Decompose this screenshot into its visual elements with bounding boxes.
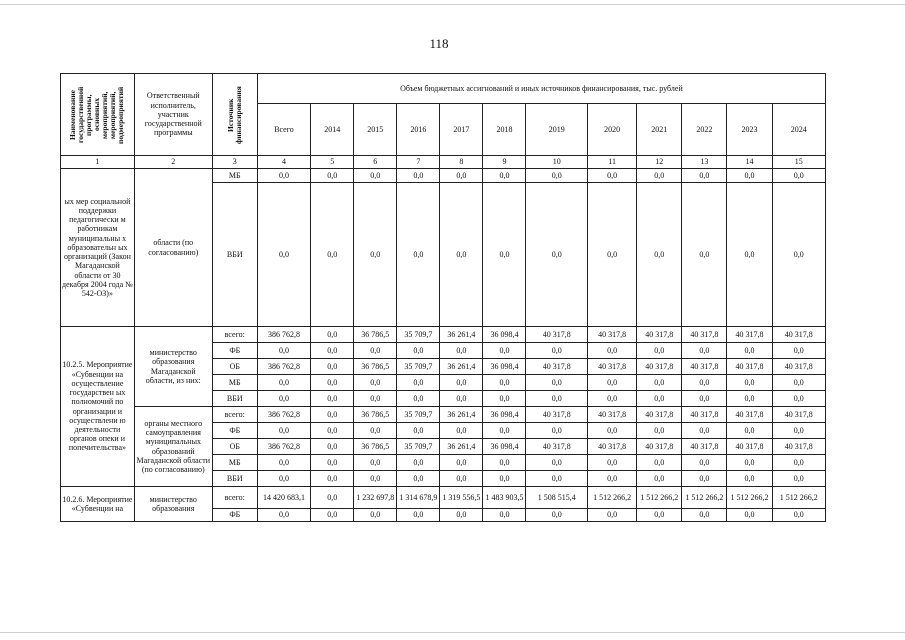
- header-executor: Ответственный исполнитель, участник государственной программы: [134, 74, 212, 156]
- value-cell: 40 317,8: [587, 439, 636, 455]
- value-cell: 0,0: [354, 391, 397, 407]
- program-name-cell: ых мер социальной поддержки педагогически м работникам муниципальны х образовательн ых организаций (Закон Магаданской области от 30 декабря 2004 года № 542-ОЗ)»: [61, 169, 135, 327]
- header-volume: Объем бюджетных ассигнований и иных источников финансирования, тыс. рублей: [257, 74, 825, 104]
- value-cell: 0,0: [772, 183, 825, 327]
- value-cell: 0,0: [257, 471, 310, 487]
- value-cell: 0,0: [727, 471, 772, 487]
- value-cell: 1 508 515,4: [526, 487, 588, 509]
- value-cell: 0,0: [440, 391, 483, 407]
- value-cell: 0,0: [483, 471, 526, 487]
- value-cell: 0,0: [257, 423, 310, 439]
- year-header: 2017: [440, 104, 483, 156]
- value-cell: 40 317,8: [637, 327, 682, 343]
- value-cell: 0,0: [483, 509, 526, 522]
- value-cell: 0,0: [637, 391, 682, 407]
- value-cell: 36 098,4: [483, 407, 526, 423]
- value-cell: 36 786,5: [354, 407, 397, 423]
- value-cell: 0,0: [772, 375, 825, 391]
- value-cell: 40 317,8: [772, 359, 825, 375]
- year-header: 2015: [354, 104, 397, 156]
- value-cell: 0,0: [311, 407, 354, 423]
- value-cell: 1 512 266,2: [727, 487, 772, 509]
- value-cell: 0,0: [682, 183, 727, 327]
- column-number: 1: [61, 156, 135, 169]
- executor-cell: министерство образования Магаданской области, из них:: [134, 327, 212, 407]
- value-cell: 0,0: [587, 343, 636, 359]
- year-header: 2020: [587, 104, 636, 156]
- value-cell: 0,0: [526, 343, 588, 359]
- value-cell: 386 762,8: [257, 327, 310, 343]
- value-cell: 0,0: [637, 183, 682, 327]
- source-cell: ФБ: [212, 423, 257, 439]
- value-cell: 0,0: [587, 423, 636, 439]
- value-cell: 0,0: [637, 471, 682, 487]
- value-cell: 0,0: [526, 509, 588, 522]
- source-cell: ВБИ: [212, 183, 257, 327]
- value-cell: 0,0: [311, 471, 354, 487]
- value-cell: 0,0: [440, 343, 483, 359]
- value-cell: 0,0: [772, 391, 825, 407]
- program-name-cell: 10.2.6. Мероприятие «Субвенции на: [61, 487, 135, 522]
- source-cell: всего:: [212, 407, 257, 423]
- column-number: 5: [311, 156, 354, 169]
- value-cell: 36 098,4: [483, 359, 526, 375]
- value-cell: 0,0: [682, 343, 727, 359]
- value-cell: 36 261,4: [440, 327, 483, 343]
- value-cell: 0,0: [526, 471, 588, 487]
- value-cell: 36 786,5: [354, 359, 397, 375]
- value-cell: 0,0: [311, 455, 354, 471]
- value-cell: 0,0: [257, 509, 310, 522]
- year-header: 2014: [311, 104, 354, 156]
- year-header: 2022: [682, 104, 727, 156]
- value-cell: 0,0: [257, 375, 310, 391]
- source-cell: ОБ: [212, 439, 257, 455]
- column-number: 7: [397, 156, 440, 169]
- value-cell: 1 483 903,5: [483, 487, 526, 509]
- value-cell: 0,0: [354, 455, 397, 471]
- value-cell: 0,0: [257, 183, 310, 327]
- value-cell: 40 317,8: [682, 359, 727, 375]
- value-cell: 1 314 678,9: [397, 487, 440, 509]
- year-header: 2019: [526, 104, 588, 156]
- value-cell: 0,0: [637, 343, 682, 359]
- year-header: 2021: [637, 104, 682, 156]
- value-cell: 40 317,8: [587, 327, 636, 343]
- value-cell: 40 317,8: [526, 439, 588, 455]
- column-number: 4: [257, 156, 310, 169]
- year-header: 2024: [772, 104, 825, 156]
- value-cell: 0,0: [354, 509, 397, 522]
- source-cell: ФБ: [212, 509, 257, 522]
- page-number: 118: [429, 36, 449, 51]
- column-number: 11: [587, 156, 636, 169]
- value-cell: 1 512 266,2: [772, 487, 825, 509]
- value-cell: 0,0: [727, 169, 772, 183]
- value-cell: 0,0: [637, 423, 682, 439]
- value-cell: 0,0: [257, 343, 310, 359]
- column-number: 3: [212, 156, 257, 169]
- value-cell: 0,0: [772, 509, 825, 522]
- source-cell: МБ: [212, 375, 257, 391]
- value-cell: 0,0: [311, 359, 354, 375]
- value-cell: 0,0: [397, 343, 440, 359]
- value-cell: 40 317,8: [727, 439, 772, 455]
- source-cell: ОБ: [212, 359, 257, 375]
- value-cell: 40 317,8: [526, 327, 588, 343]
- value-cell: 0,0: [772, 423, 825, 439]
- value-cell: 0,0: [483, 343, 526, 359]
- value-cell: 40 317,8: [637, 359, 682, 375]
- value-cell: 0,0: [727, 509, 772, 522]
- value-cell: 0,0: [397, 471, 440, 487]
- column-number: 14: [727, 156, 772, 169]
- value-cell: 0,0: [397, 391, 440, 407]
- year-header: Всего: [257, 104, 310, 156]
- value-cell: 0,0: [587, 509, 636, 522]
- value-cell: 40 317,8: [526, 407, 588, 423]
- column-number: 13: [682, 156, 727, 169]
- value-cell: 0,0: [682, 509, 727, 522]
- value-cell: 0,0: [311, 327, 354, 343]
- source-cell: МБ: [212, 169, 257, 183]
- value-cell: 0,0: [637, 455, 682, 471]
- value-cell: 0,0: [526, 375, 588, 391]
- value-cell: 35 709,7: [397, 327, 440, 343]
- value-cell: 0,0: [526, 169, 588, 183]
- source-cell: МБ: [212, 455, 257, 471]
- value-cell: 0,0: [311, 391, 354, 407]
- value-cell: 0,0: [397, 455, 440, 471]
- value-cell: 0,0: [397, 169, 440, 183]
- value-cell: 0,0: [637, 375, 682, 391]
- value-cell: 0,0: [440, 183, 483, 327]
- value-cell: 1 512 266,2: [587, 487, 636, 509]
- value-cell: 1 319 556,5: [440, 487, 483, 509]
- value-cell: 0,0: [727, 455, 772, 471]
- value-cell: 0,0: [526, 183, 588, 327]
- table-row: [61, 487, 826, 509]
- value-cell: 0,0: [440, 455, 483, 471]
- value-cell: 40 317,8: [526, 359, 588, 375]
- value-cell: 0,0: [311, 439, 354, 455]
- value-cell: 40 317,8: [587, 359, 636, 375]
- value-cell: 40 317,8: [772, 327, 825, 343]
- value-cell: 0,0: [483, 183, 526, 327]
- value-cell: 40 317,8: [682, 327, 727, 343]
- value-cell: 0,0: [483, 391, 526, 407]
- value-cell: 0,0: [311, 487, 354, 509]
- column-number: 15: [772, 156, 825, 169]
- value-cell: 0,0: [397, 183, 440, 327]
- value-cell: 0,0: [682, 375, 727, 391]
- value-cell: 36 261,4: [440, 359, 483, 375]
- header-name: Наименование государственной программы, основных мероприятий, мероприятий, подмероприятий: [61, 74, 135, 156]
- column-number: 8: [440, 156, 483, 169]
- value-cell: 36 261,4: [440, 407, 483, 423]
- value-cell: 40 317,8: [587, 407, 636, 423]
- value-cell: 0,0: [587, 375, 636, 391]
- value-cell: 40 317,8: [772, 407, 825, 423]
- year-header: 2018: [483, 104, 526, 156]
- value-cell: 40 317,8: [772, 439, 825, 455]
- executor-cell: министерство образования: [134, 487, 212, 522]
- value-cell: 1 512 266,2: [637, 487, 682, 509]
- value-cell: 40 317,8: [727, 359, 772, 375]
- value-cell: 1 232 697,8: [354, 487, 397, 509]
- value-cell: 0,0: [587, 391, 636, 407]
- column-number: 10: [526, 156, 588, 169]
- value-cell: 1 512 266,2: [682, 487, 727, 509]
- value-cell: 14 420 683,1: [257, 487, 310, 509]
- value-cell: 0,0: [727, 423, 772, 439]
- value-cell: 0,0: [483, 169, 526, 183]
- value-cell: 0,0: [727, 343, 772, 359]
- value-cell: 0,0: [587, 169, 636, 183]
- value-cell: 40 317,8: [727, 407, 772, 423]
- value-cell: 0,0: [311, 423, 354, 439]
- value-cell: 0,0: [311, 375, 354, 391]
- table-row: [61, 327, 826, 343]
- value-cell: 0,0: [526, 423, 588, 439]
- value-cell: 0,0: [727, 375, 772, 391]
- table-row: [61, 407, 826, 423]
- value-cell: 0,0: [440, 423, 483, 439]
- column-number: 2: [134, 156, 212, 169]
- value-cell: 0,0: [483, 455, 526, 471]
- header-source: Источник финансирования: [212, 74, 257, 156]
- value-cell: 0,0: [587, 183, 636, 327]
- column-number: 9: [483, 156, 526, 169]
- table-row: [61, 169, 826, 183]
- value-cell: 36 786,5: [354, 439, 397, 455]
- value-cell: 0,0: [311, 183, 354, 327]
- value-cell: 0,0: [483, 375, 526, 391]
- value-cell: 0,0: [440, 169, 483, 183]
- value-cell: 35 709,7: [397, 359, 440, 375]
- value-cell: 0,0: [682, 391, 727, 407]
- value-cell: 0,0: [772, 455, 825, 471]
- value-cell: 0,0: [354, 423, 397, 439]
- value-cell: 0,0: [587, 471, 636, 487]
- value-cell: 40 317,8: [682, 439, 727, 455]
- executor-cell: органы местного самоуправления муниципальных образований Магаданской области (по согласованию): [134, 407, 212, 487]
- value-cell: 0,0: [772, 471, 825, 487]
- value-cell: 0,0: [311, 509, 354, 522]
- value-cell: 0,0: [637, 169, 682, 183]
- value-cell: 0,0: [354, 183, 397, 327]
- value-cell: 0,0: [727, 391, 772, 407]
- value-cell: 0,0: [526, 455, 588, 471]
- value-cell: 0,0: [354, 375, 397, 391]
- value-cell: 0,0: [772, 169, 825, 183]
- source-cell: ФБ: [212, 343, 257, 359]
- value-cell: 35 709,7: [397, 439, 440, 455]
- value-cell: 0,0: [682, 455, 727, 471]
- value-cell: 0,0: [587, 455, 636, 471]
- value-cell: 0,0: [354, 169, 397, 183]
- value-cell: 0,0: [257, 169, 310, 183]
- value-cell: 0,0: [311, 343, 354, 359]
- value-cell: 0,0: [483, 423, 526, 439]
- year-header: 2016: [397, 104, 440, 156]
- value-cell: 0,0: [257, 455, 310, 471]
- value-cell: 0,0: [682, 423, 727, 439]
- value-cell: 36 098,4: [483, 327, 526, 343]
- executor-cell: области (по согласованию): [134, 169, 212, 327]
- value-cell: 0,0: [257, 391, 310, 407]
- value-cell: 0,0: [682, 169, 727, 183]
- value-cell: 40 317,8: [637, 439, 682, 455]
- column-number: 12: [637, 156, 682, 169]
- year-header: 2023: [727, 104, 772, 156]
- value-cell: 40 317,8: [727, 327, 772, 343]
- value-cell: 0,0: [397, 423, 440, 439]
- value-cell: 0,0: [637, 509, 682, 522]
- value-cell: 40 317,8: [682, 407, 727, 423]
- program-name-cell: 10.2.5. Мероприятие «Субвенции на осуществление государствен ых полномочий по организации и осуществлени ю деятельности органов опеки и попечительства»: [61, 327, 135, 487]
- column-number: 6: [354, 156, 397, 169]
- value-cell: 35 709,7: [397, 407, 440, 423]
- value-cell: 0,0: [397, 375, 440, 391]
- value-cell: 0,0: [440, 375, 483, 391]
- value-cell: 0,0: [682, 471, 727, 487]
- value-cell: 36 786,5: [354, 327, 397, 343]
- value-cell: 386 762,8: [257, 439, 310, 455]
- value-cell: 0,0: [727, 183, 772, 327]
- value-cell: 0,0: [354, 471, 397, 487]
- source-cell: ВБИ: [212, 391, 257, 407]
- value-cell: 36 261,4: [440, 439, 483, 455]
- source-cell: ВБИ: [212, 471, 257, 487]
- source-cell: всего:: [212, 487, 257, 509]
- value-cell: 0,0: [772, 343, 825, 359]
- value-cell: 0,0: [397, 509, 440, 522]
- value-cell: 0,0: [526, 391, 588, 407]
- value-cell: 386 762,8: [257, 359, 310, 375]
- value-cell: 0,0: [440, 509, 483, 522]
- value-cell: 386 762,8: [257, 407, 310, 423]
- value-cell: 0,0: [354, 343, 397, 359]
- source-cell: всего:: [212, 327, 257, 343]
- value-cell: 36 098,4: [483, 439, 526, 455]
- budget-table: [60, 73, 826, 522]
- value-cell: 40 317,8: [637, 407, 682, 423]
- value-cell: 0,0: [440, 471, 483, 487]
- value-cell: 0,0: [311, 169, 354, 183]
